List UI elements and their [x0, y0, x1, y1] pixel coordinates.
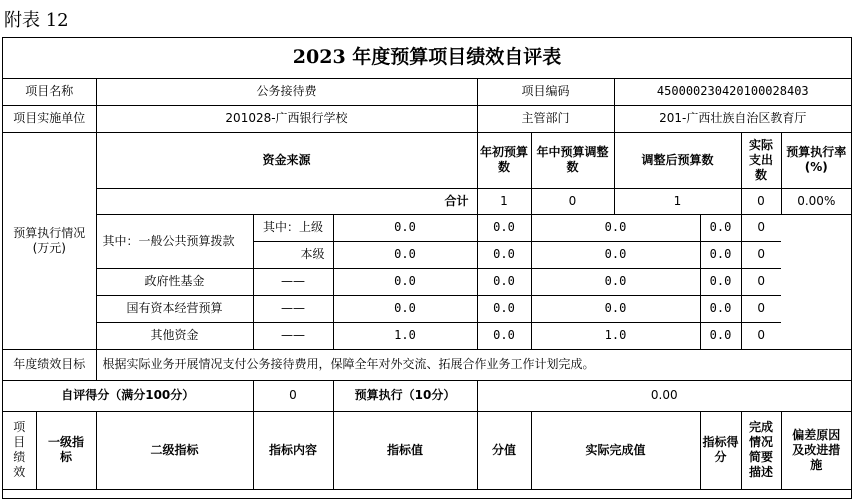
header-level1-indicator: 一级指标 — [36, 411, 96, 489]
other-fund-adjusted: 1.0 — [531, 322, 700, 349]
general-budget-label: 其中：一般公共预算拨款 — [96, 214, 253, 268]
table-title: 2023 年度预算项目绩效自评表 — [3, 38, 851, 78]
evaluation-table — [3, 38, 851, 490]
annual-goal-text: 根据实际业务开展情况支付公务接待费用，保障全年对外交流、拓展合作业务工作计划完成。 — [96, 349, 851, 380]
gov-fund-sub: —— — [253, 268, 333, 295]
total-adjust: 0 — [531, 188, 614, 214]
total-actual: 0 — [741, 188, 781, 214]
local-rate: 0 — [741, 241, 781, 268]
state-capital-label: 国有资本经营预算 — [96, 295, 253, 322]
project-name-label: 项目名称 — [3, 78, 96, 105]
annex-label: 附表 12 — [4, 10, 69, 31]
header-midyear-adjust: 年中预算调整数 — [531, 132, 614, 188]
upper-level-label: 其中：上级 — [253, 214, 333, 241]
upper-adjusted: 0.0 — [531, 214, 700, 241]
upper-adjust: 0.0 — [477, 214, 531, 241]
project-name-value: 公务接待费 — [96, 78, 477, 105]
other-fund-adjust: 0.0 — [477, 322, 531, 349]
upper-initial: 0.0 — [333, 214, 477, 241]
local-adjusted: 0.0 — [531, 241, 700, 268]
state-capital-adjust: 0.0 — [477, 295, 531, 322]
header-fund-source: 资金来源 — [96, 132, 477, 188]
self-score-label: 自评得分（满分100分） — [3, 380, 253, 411]
supervising-dept-label: 主管部门 — [477, 105, 614, 132]
header-adjusted-budget: 调整后预算数 — [614, 132, 741, 188]
budget-exec-score-label: 预算执行（10分） — [333, 380, 477, 411]
budget-execution-label: 预算执行情况 (万元) — [3, 132, 96, 349]
header-actual-spend: 实际支出数 — [741, 132, 781, 188]
header-actual-value: 实际完成值 — [531, 411, 700, 489]
header-deviation-reason: 偏差原因及改进措施 — [781, 411, 851, 489]
other-fund-rate: 0 — [741, 322, 781, 349]
header-indicator-value: 指标值 — [333, 411, 477, 489]
header-level2-indicator: 二级指标 — [96, 411, 253, 489]
total-row-label: 合计 — [96, 188, 477, 214]
state-capital-adjusted: 0.0 — [531, 295, 700, 322]
evaluation-table-frame — [2, 37, 852, 499]
state-capital-sub: —— — [253, 295, 333, 322]
header-indicator-content: 指标内容 — [253, 411, 333, 489]
implementing-unit-value: 201028-广西银行学校 — [96, 105, 477, 132]
local-level-label: 本级 — [253, 241, 333, 268]
project-code-value: 450000230420100028403 — [614, 78, 851, 105]
gov-fund-actual: 0.0 — [700, 268, 741, 295]
total-rate: 0.00% — [781, 188, 851, 214]
state-capital-initial: 0.0 — [333, 295, 477, 322]
header-initial-budget: 年初预算数 — [477, 132, 531, 188]
budget-exec-score-value: 0.00 — [477, 380, 851, 411]
implementing-unit-label: 项目实施单位 — [3, 105, 96, 132]
header-project-performance: 项目绩效 — [3, 411, 36, 489]
other-fund-initial: 1.0 — [333, 322, 477, 349]
annual-goal-label: 年度绩效目标 — [3, 349, 96, 380]
other-fund-actual: 0.0 — [700, 322, 741, 349]
header-completion-desc: 完成情况简要描述 — [741, 411, 781, 489]
gov-fund-label: 政府性基金 — [96, 268, 253, 295]
upper-rate: 0 — [741, 214, 781, 241]
local-initial: 0.0 — [333, 241, 477, 268]
local-actual: 0.0 — [700, 241, 741, 268]
state-capital-rate: 0 — [741, 295, 781, 322]
total-initial: 1 — [477, 188, 531, 214]
local-adjust: 0.0 — [477, 241, 531, 268]
other-fund-label: 其他资金 — [96, 322, 253, 349]
gov-fund-adjusted: 0.0 — [531, 268, 700, 295]
upper-actual: 0.0 — [700, 214, 741, 241]
other-fund-sub: —— — [253, 322, 333, 349]
state-capital-actual: 0.0 — [700, 295, 741, 322]
supervising-dept-value: 201-广西壮族自治区教育厅 — [614, 105, 851, 132]
header-execution-rate: 预算执行率(%) — [781, 132, 851, 188]
project-code-label: 项目编码 — [477, 78, 614, 105]
header-indicator-score: 指标得分 — [700, 411, 741, 489]
header-points: 分值 — [477, 411, 531, 489]
self-score-value: 0 — [253, 380, 333, 411]
gov-fund-initial: 0.0 — [333, 268, 477, 295]
total-adjusted: 1 — [614, 188, 741, 214]
gov-fund-adjust: 0.0 — [477, 268, 531, 295]
gov-fund-rate: 0 — [741, 268, 781, 295]
